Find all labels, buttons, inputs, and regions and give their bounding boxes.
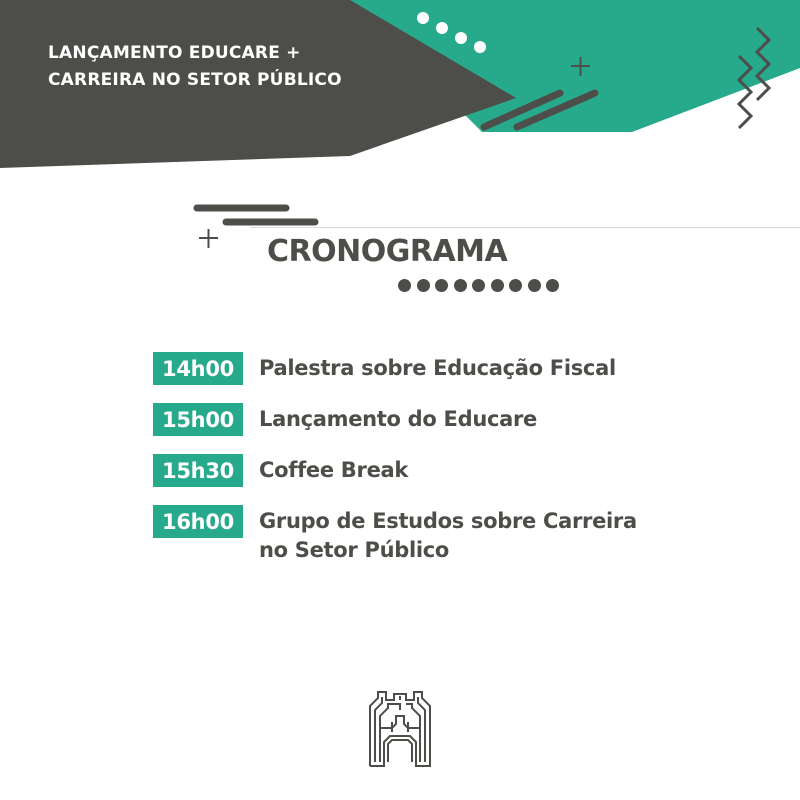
event-title-line-1: LANÇAMENTO EDUCARE + — [48, 43, 301, 63]
dot — [472, 279, 485, 292]
schedule-item — [153, 505, 637, 565]
dot — [398, 279, 411, 292]
dot — [435, 279, 448, 292]
section-title: CRONOGRAMA — [267, 234, 508, 269]
section-plus-icon — [199, 229, 218, 248]
schedule-item — [153, 454, 637, 487]
time-badge: 16h00 — [153, 505, 243, 538]
schedule-item-label — [259, 403, 537, 434]
schedule-list — [153, 352, 637, 583]
schedule-item-line: Grupo de Estudos sobre Carreira — [259, 509, 637, 533]
schedule-item-line: Palestra sobre Educação Fiscal — [259, 356, 616, 380]
dot — [491, 279, 504, 292]
dot — [528, 279, 541, 292]
schedule-item-label — [259, 352, 616, 383]
section-bars — [197, 208, 315, 222]
dot — [546, 279, 559, 292]
event-title-line-2: CARREIRA NO SETOR PÚBLICO — [48, 70, 342, 90]
time-badge: 14h00 — [153, 352, 243, 385]
section-dots — [398, 279, 559, 292]
building-tower-logo — [366, 688, 434, 768]
dot — [509, 279, 522, 292]
section-divider — [250, 227, 800, 228]
schedule-item-line: Coffee Break — [259, 458, 409, 482]
time-badge: 15h00 — [153, 403, 243, 436]
schedule-item-label — [259, 454, 408, 485]
event-title — [48, 40, 342, 94]
schedule-item — [153, 352, 637, 385]
dot — [417, 279, 430, 292]
dot — [454, 279, 467, 292]
schedule-item-label — [259, 505, 637, 565]
time-badge: 15h30 — [153, 454, 243, 487]
schedule-item-line: no Setor Público — [259, 538, 450, 562]
schedule-item-line: Lançamento do Educare — [259, 407, 537, 431]
schedule-item — [153, 403, 637, 436]
